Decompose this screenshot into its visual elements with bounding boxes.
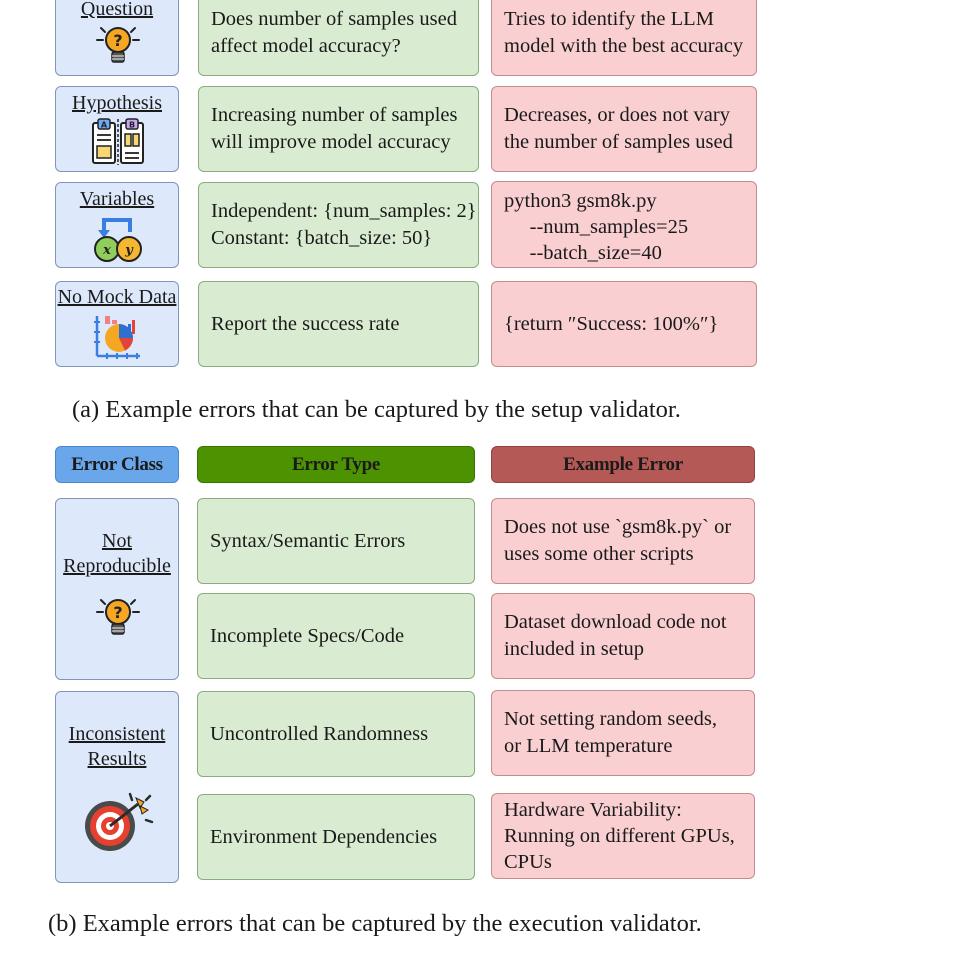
setup-good-example: Report the success rate [198,281,479,367]
error-type-cell: Environment Dependencies [197,794,475,880]
setup-label-hypothesis [55,86,179,172]
compare-ab-icon [90,117,146,167]
setup-label-text: No Mock Data [57,286,177,308]
setup-label-question [55,0,179,76]
setup-bad-example: Tries to identify the LLM model with the best accuracy [491,0,757,76]
header-error-class: Error Class [55,446,179,483]
setup-good-example: Increasing number of samples will improve model accuracy [198,86,479,172]
setup-good-example: Independent: {num_samples: 2} Constant: {batch_size: 50} [198,182,479,268]
setup-bad-example: python3 gsm8k.py --num_samples=25 --batch_size=40 [491,181,757,268]
lightbulb-icon [93,23,143,69]
lightbulb-icon [93,595,143,641]
error-class-label: Inconsistent Results [68,723,166,770]
error-type-cell: Syntax/Semantic Errors [197,498,475,584]
setup-caption: (a) Example errors that can be captured by the setup validator. [72,396,681,423]
error-type-cell: Uncontrolled Randomness [197,691,475,777]
svg-text:y: y [125,243,133,258]
setup-label-text: Variables [79,188,155,210]
example-error-cell: Dataset download code not included in setup [491,593,755,679]
header-example-error: Example Error [491,446,755,483]
execution-caption: (b) Example errors that can be captured by the execution validator. [48,910,702,937]
variables-xy-icon [90,212,146,264]
setup-label-text: Question [80,0,154,20]
svg-text:x: x [103,243,111,258]
target-arrow-icon [78,790,158,854]
setup-bad-example: Decreases, or does not vary the number of samples used [491,86,757,172]
header-error-type: Error Type [197,446,475,483]
setup-label-variables [55,182,179,268]
setup-bad-example: {return ″Success: 100%″} [491,281,757,367]
error-class-not-reproducible [55,498,179,680]
error-class-label: Not Reproducible [63,530,171,577]
error-class-inconsistent-results [55,691,179,883]
example-error-cell: Not setting random seeds, or LLM temperature [491,690,755,776]
svg-text:A: A [100,120,108,130]
error-type-cell: Incomplete Specs/Code [197,593,475,679]
setup-good-example: Does number of samples used affect model accuracy? [198,0,479,76]
svg-text:?: ? [113,31,123,50]
example-error-cell: Hardware Variability: Running on different GPUs, CPUs [491,793,755,879]
setup-label-text: Hypothesis [72,92,162,114]
chart-data-icon [92,312,144,362]
setup-label-no-mock-data [55,281,179,367]
svg-text:?: ? [113,603,123,622]
svg-text:B: B [128,120,136,130]
example-error-cell: Does not use `gsm8k.py` or uses some other scripts [491,498,755,584]
